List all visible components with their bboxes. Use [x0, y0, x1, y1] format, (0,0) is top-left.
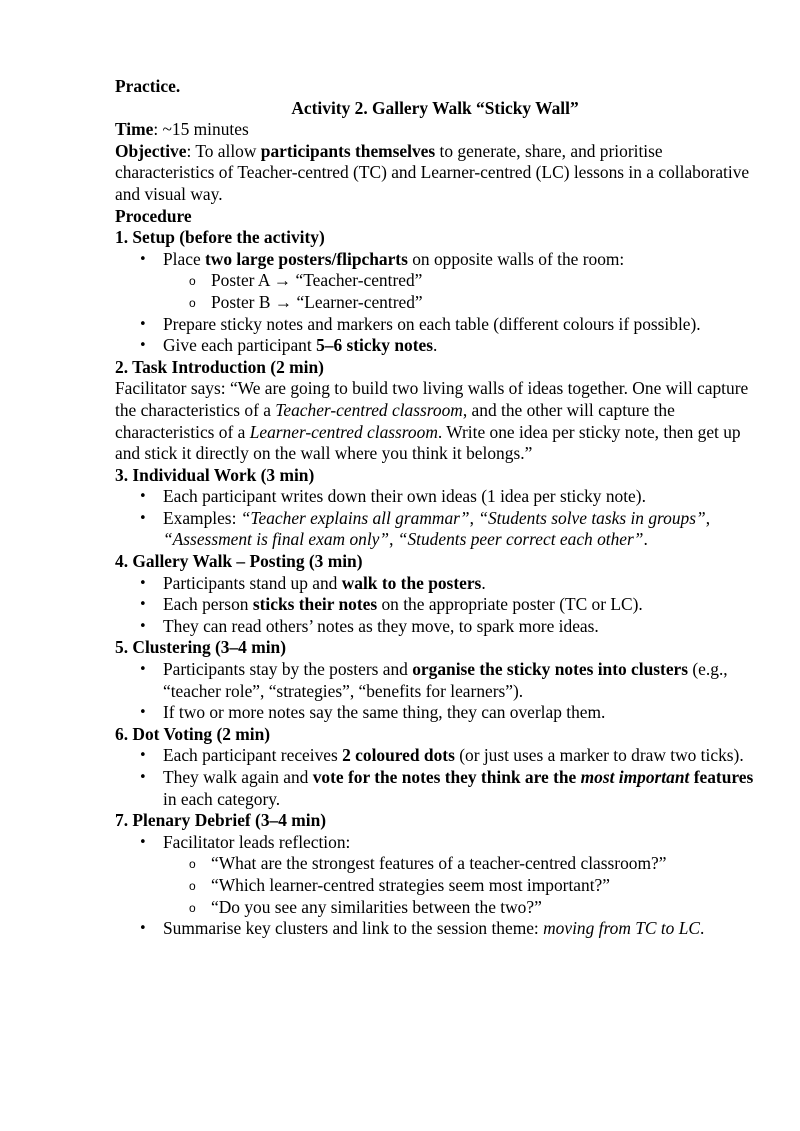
list-item: • Each person sticks their notes on the appropriate poster (TC or LC).	[115, 594, 755, 616]
list-item: • They walk again and vote for the notes they think are the most important features in each category.	[115, 767, 755, 810]
procedure-heading: Procedure	[115, 205, 192, 226]
section-3-list	[115, 486, 755, 551]
sub-list-item: o “Do you see any similarities between the two?”	[115, 897, 755, 919]
sub-list-item: o Poster B → “Learner-centred”	[115, 292, 755, 314]
list-item: • They can read others’ notes as they move, to spark more ideas.	[115, 616, 755, 638]
section-1-list	[115, 249, 755, 357]
section-4-list	[115, 573, 755, 638]
list-item: • Participants stay by the posters and organise the sticky notes into clusters (e.g., “teacher role”, “strategies”, “benefits for learners”).	[115, 659, 755, 702]
section-1-title: 1. Setup (before the activity)	[115, 227, 325, 248]
activity-title: Activity 2. Gallery Walk “Sticky Wall”	[291, 97, 579, 118]
list-item: • Summarise key clusters and link to the session theme: moving from TC to LC.	[115, 918, 755, 940]
list-item: • If two or more notes say the same thing, they can overlap them.	[115, 702, 755, 724]
list-item: • Give each participant 5–6 sticky notes.	[115, 335, 755, 357]
list-item: • Facilitator leads reflection: o “What are the strongest features of a teacher-centred classroom?” o “Which learner-centred strategies seem most important?” o “Do you see any similarities between the two?”	[115, 832, 755, 918]
section-3-title: 3. Individual Work (3 min)	[115, 464, 315, 485]
list-item: • Participants stand up and walk to the posters.	[115, 573, 755, 595]
document-body	[115, 76, 755, 940]
section-7-title: 7. Plenary Debrief (3–4 min)	[115, 810, 327, 831]
list-item: • Each participant receives 2 coloured dots (or just uses a marker to draw two ticks).	[115, 745, 755, 767]
section-7-list	[115, 832, 755, 940]
section-5-title: 5. Clustering (3–4 min)	[115, 637, 287, 658]
sub-list-item: o Poster A → “Teacher-centred”	[115, 270, 755, 292]
sub-list-item: o “What are the strongest features of a teacher-centred classroom?”	[115, 853, 755, 875]
facilitator-quote: Facilitator says: “We are going to build two living walls of ideas together. One will capture the characteristics of a Teacher-centred classroom, and the other will capture the characteristics of a Learner-centred classroom. Write one idea per sticky note, then get up and stick it directly on the wall where you think it belongs.”	[115, 378, 749, 464]
objective-paragraph: Objective: To allow participants themselves to generate, share, and prioritise characteristics of Teacher-centred (TC) and Learner-centred (LC) lessons in a collaborative and visual way.	[115, 140, 750, 204]
section-6-title: 6. Dot Voting (2 min)	[115, 723, 271, 744]
sub-list-item: o “Which learner-centred strategies seem most important?”	[115, 875, 755, 897]
section-2-title: 2. Task Introduction (2 min)	[115, 356, 324, 377]
time-line: Time: ~15 minutes	[115, 119, 249, 140]
section-6-list	[115, 745, 755, 810]
sub-list	[115, 853, 755, 918]
section-4-title: 4. Gallery Walk – Posting (3 min)	[115, 551, 363, 572]
list-item: • Place two large posters/flipcharts on opposite walls of the room: o Poster A → “Teacher-centred” o Poster B → “Learner-centred”	[115, 249, 755, 314]
list-item: • Examples: “Teacher explains all grammar”, “Students solve tasks in groups”, “Assessment is final exam only”, “Students peer correct each other”.	[115, 508, 755, 551]
list-item: • Prepare sticky notes and markers on each table (different colours if possible).	[115, 314, 755, 336]
list-item: • Each participant writes down their own ideas (1 idea per sticky note).	[115, 486, 755, 508]
practice-heading: Practice.	[115, 76, 181, 96]
sub-list	[115, 270, 755, 313]
section-5-list	[115, 659, 755, 724]
